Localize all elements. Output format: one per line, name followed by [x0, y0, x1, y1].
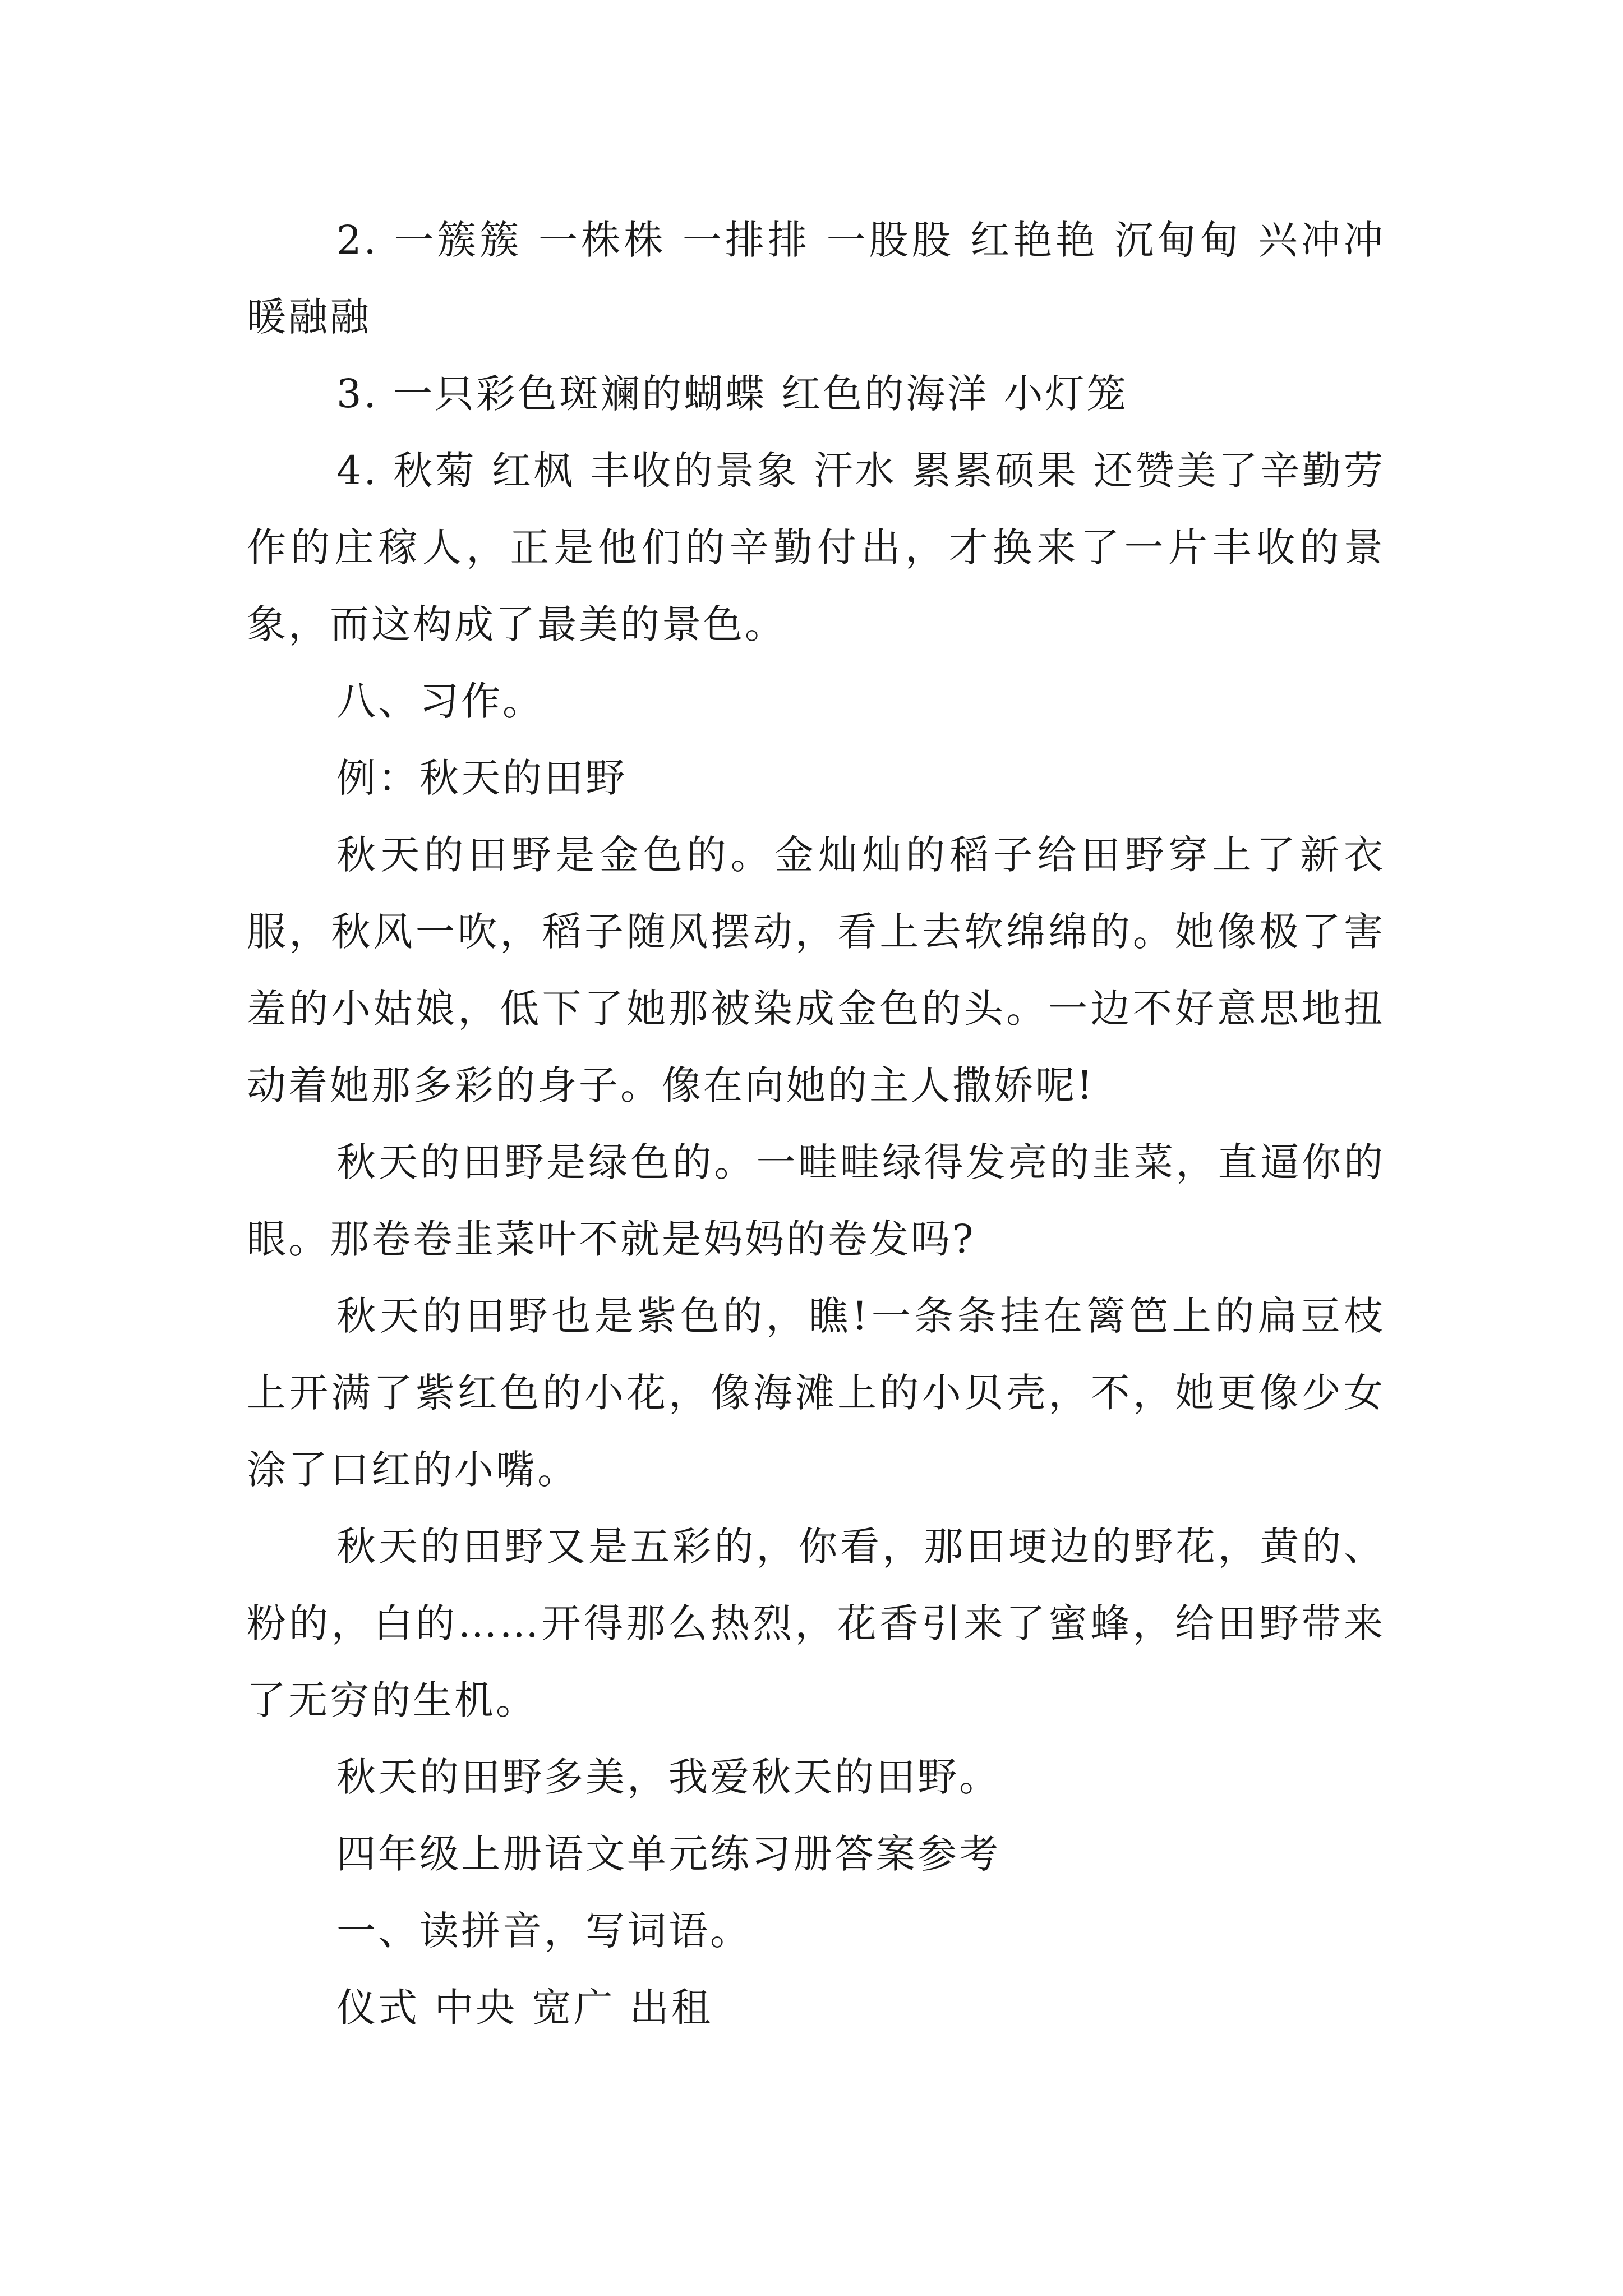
essay-paragraph-green: 秋天的田野是绿色的。一畦畦绿得发亮的韭菜，直逼你的眼。那卷卷韭菜叶不就是妈妈的卷发吗?	[247, 1139, 1385, 1262]
answer-item-2: 2. 一簇簇 一株株 一排排 一股股 红艳艳 沉甸甸 兴冲冲 暖融融	[247, 217, 1385, 340]
answer-words: 仪式 中央 宽广 出租	[336, 1985, 713, 2031]
new-section-title: 四年级上册语文单元练习册答案参考	[336, 1831, 1000, 1877]
example-title: 例：秋天的田野	[336, 755, 627, 801]
answer-item-3: 3. 一只彩色斑斓的蝴蝶 红色的海洋 小灯笼	[336, 371, 1128, 417]
essay-paragraph-golden: 秋天的田野是金色的。金灿灿的稻子给田野穿上了新衣服，秋风一吹，稻子随风摆动，看上去软绵绵的。她像极了害羞的小姑娘，低下了她那被染成金色的头。一边不好意思地扭动着她那多彩的身子。像在向她的主人撒娇呢!	[247, 832, 1385, 1108]
question-heading: 一、读拼音，写词语。	[336, 1908, 751, 1954]
document-body	[247, 202, 1385, 2046]
answer-item-4: 4. 秋菊 红枫 丰收的景象 汗水 累累硕果 还赞美了辛勤劳作的庄稼人，正是他们的辛勤付出，才换来了一片丰收的景象，而这构成了最美的景色。	[247, 448, 1385, 647]
essay-paragraph-colorful: 秋天的田野又是五彩的，你看，那田埂边的野花，黄的、粉的，白的……开得那么热烈，花香引来了蜜蜂，给田野带来了无穷的生机。	[247, 1524, 1385, 1723]
essay-conclusion: 秋天的田野多美，我爱秋天的田野。	[336, 1754, 1000, 1800]
section-heading-composition: 八、习作。	[336, 678, 544, 724]
essay-paragraph-purple: 秋天的田野也是紫色的，瞧!一条条挂在篱笆上的扁豆枝上开满了紫红色的小花，像海滩上的小贝壳，不，她更像少女涂了口红的小嘴。	[247, 1293, 1385, 1493]
